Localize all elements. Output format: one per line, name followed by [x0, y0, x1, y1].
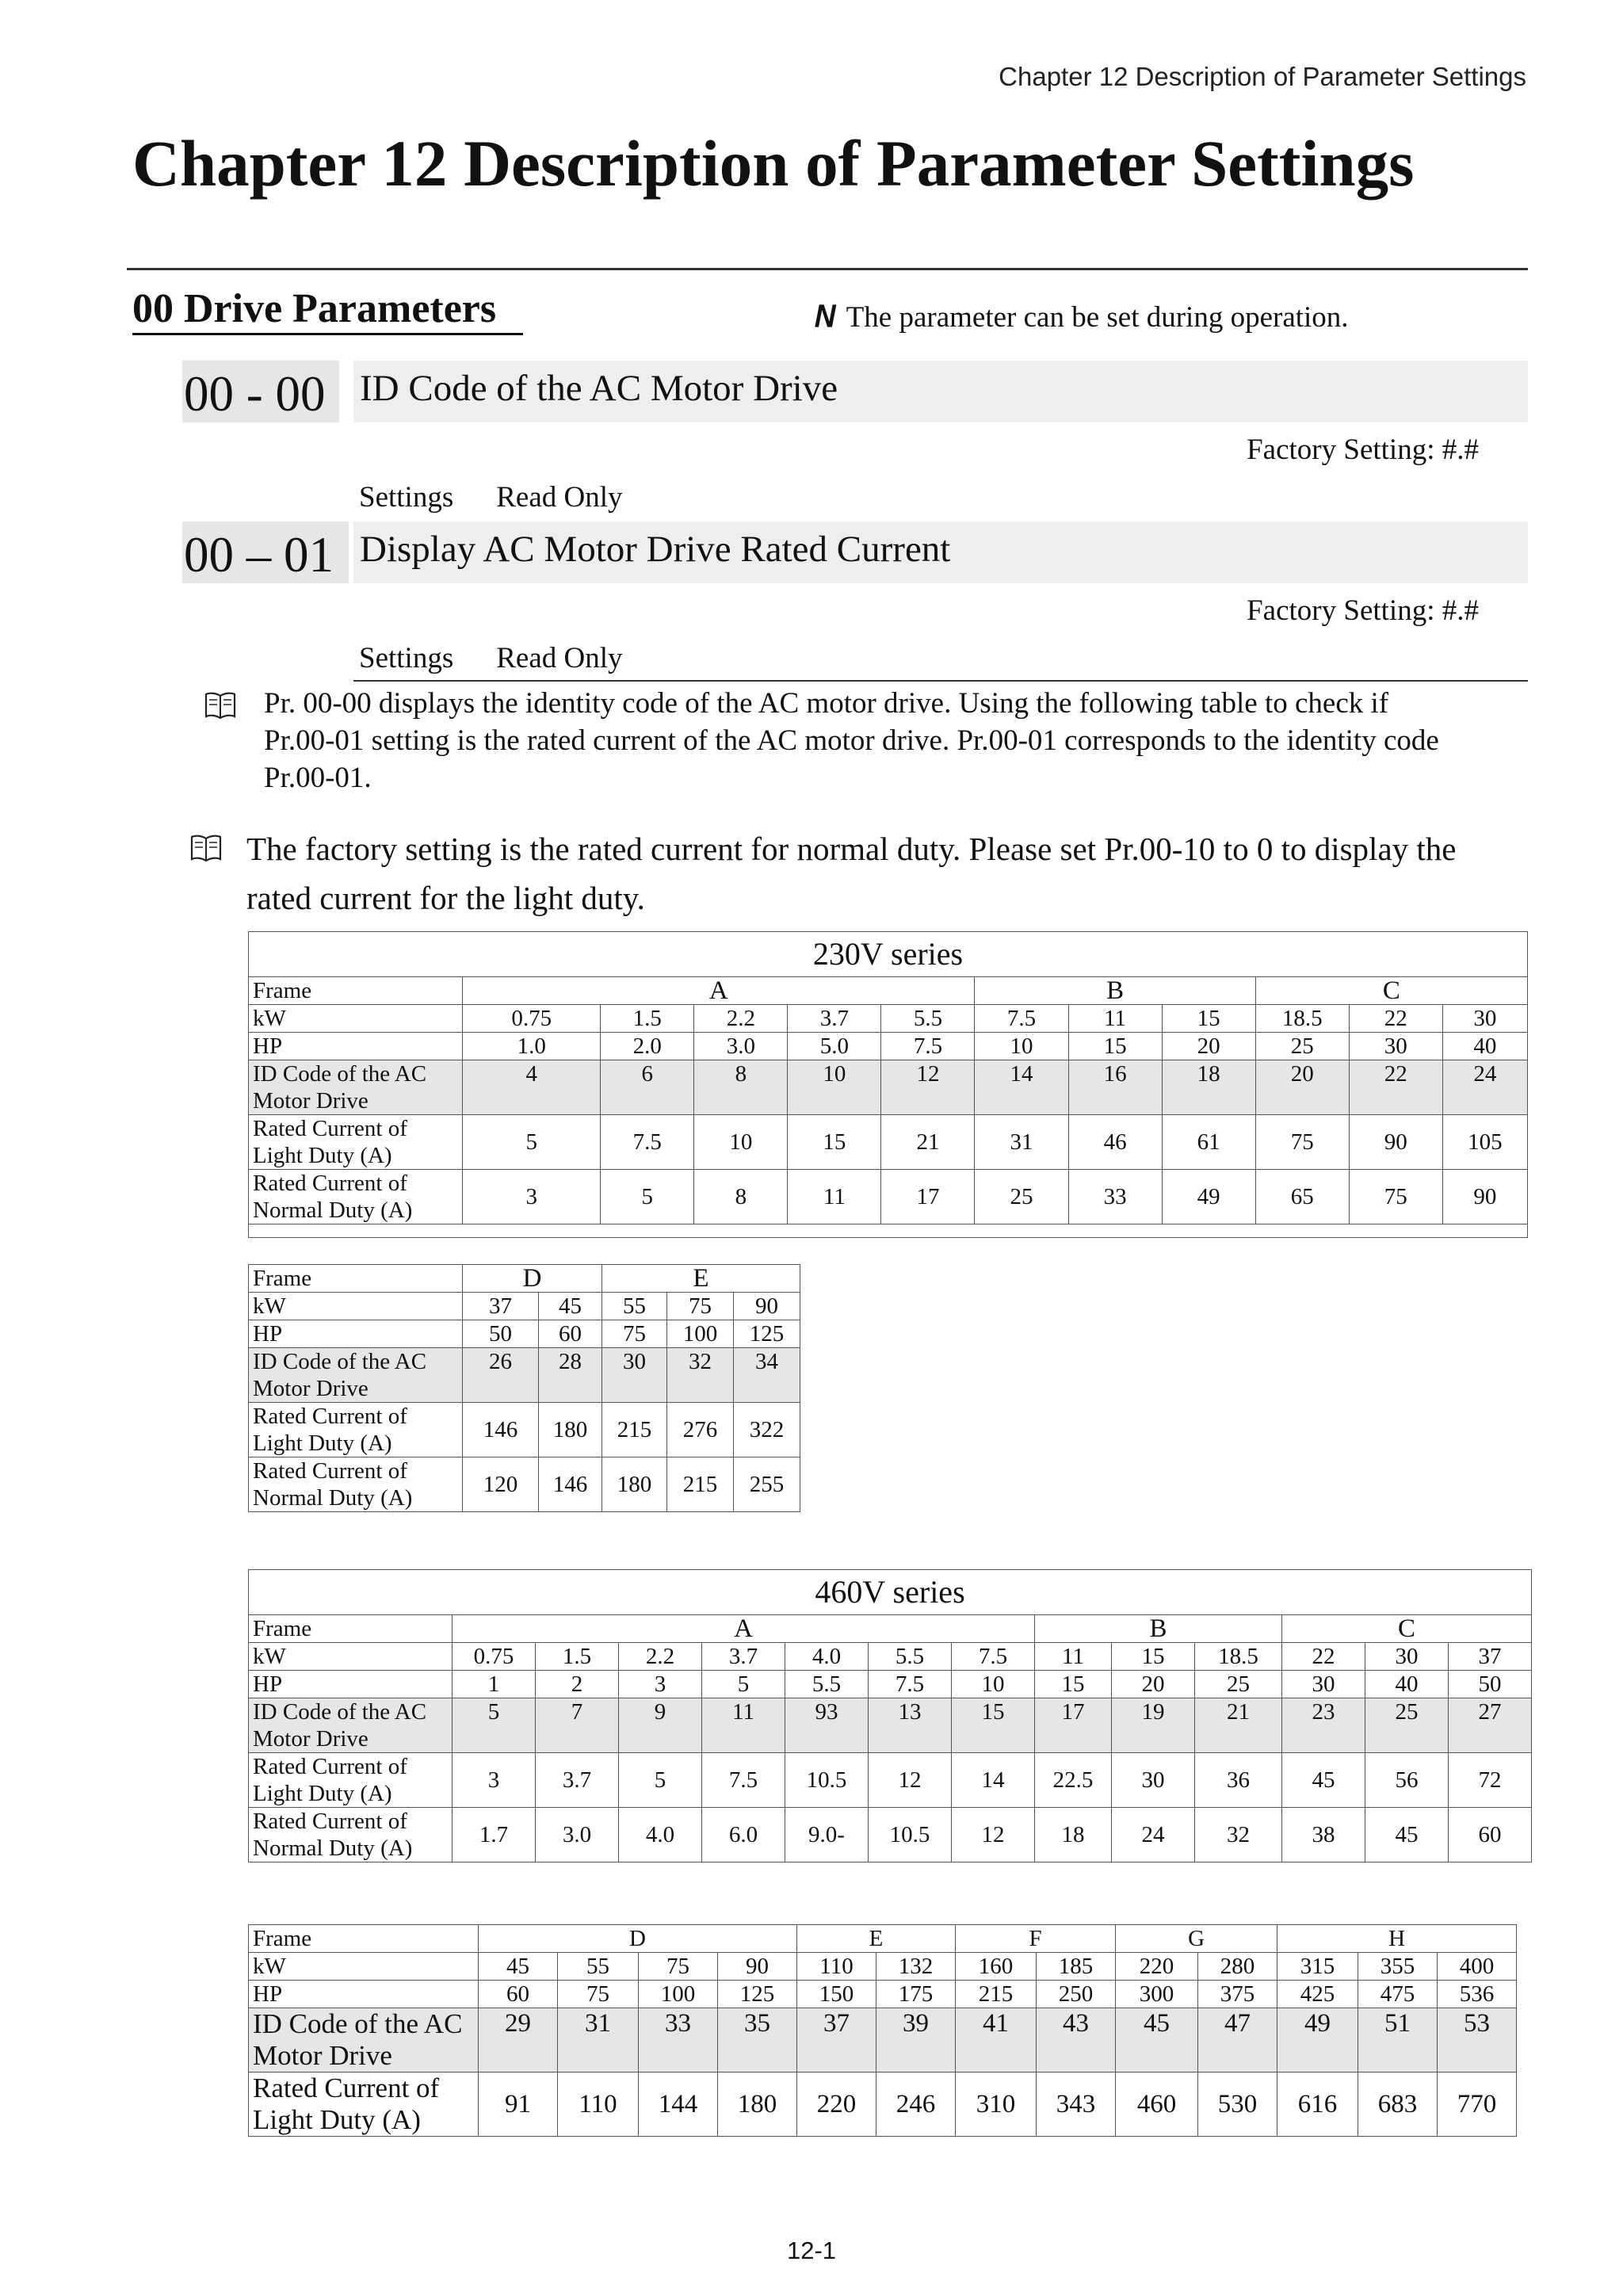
row-label: Frame — [249, 1265, 463, 1293]
table-cell: 2.0 — [601, 1033, 694, 1060]
table-cell: 6 — [601, 1060, 694, 1115]
table-row — [249, 1953, 1517, 1981]
table-cell: 215 — [667, 1457, 734, 1512]
table-cell: 23 — [1282, 1698, 1365, 1753]
table-cell: 255 — [734, 1457, 800, 1512]
table-cell: 45 — [1116, 2008, 1198, 2073]
book-icon — [204, 691, 236, 720]
frame-cell: D — [479, 1925, 797, 1953]
table-row — [249, 1005, 1528, 1033]
table-cell: 5.5 — [869, 1643, 952, 1671]
factory-setting: Factory Setting: #.# — [1247, 434, 1479, 466]
frame-row — [249, 977, 1528, 1005]
table-cell: 30 — [1112, 1753, 1195, 1808]
table-cell: 24 — [1442, 1060, 1527, 1115]
table-cell: 90 — [1442, 1170, 1527, 1224]
table-cell: 530 — [1198, 2073, 1277, 2137]
table-cell: 60 — [539, 1320, 602, 1348]
table-cell: 6.0 — [702, 1808, 785, 1862]
frame-row — [249, 1615, 1532, 1643]
param-code: 00 - 00 — [182, 361, 339, 422]
table-cell: 15 — [1112, 1643, 1195, 1671]
table-cell: 220 — [1116, 1953, 1198, 1981]
table-cell: 11 — [1068, 1005, 1162, 1033]
table-row — [249, 1808, 1532, 1862]
table-cell: 10 — [788, 1060, 881, 1115]
table-cell: 19 — [1112, 1698, 1195, 1753]
table-cell: 25 — [1195, 1671, 1282, 1698]
frame-cell: C — [1282, 1615, 1532, 1643]
table-cell: 343 — [1037, 2073, 1116, 2137]
table-cell: 37 — [1449, 1643, 1532, 1671]
table-cell: 56 — [1365, 1753, 1449, 1808]
table-cell: 75 — [1255, 1115, 1349, 1170]
table-cell: 28 — [539, 1348, 602, 1403]
row-label: HP — [249, 1033, 463, 1060]
table-cell: 7.5 — [975, 1005, 1068, 1033]
table-cell: 15 — [1162, 1005, 1255, 1033]
table-cell: 175 — [876, 1981, 956, 2008]
table-cell: 125 — [718, 1981, 797, 2008]
table-row — [249, 1170, 1528, 1224]
row-label: Frame — [249, 1925, 479, 1953]
table-cell: 20 — [1162, 1033, 1255, 1060]
table-cell: 47 — [1198, 2008, 1277, 2073]
table-row — [249, 1060, 1528, 1115]
table-cell: 12 — [952, 1808, 1035, 1862]
table-cell: 3.7 — [536, 1753, 619, 1808]
table-cell: 38 — [1282, 1808, 1365, 1862]
table-cell: 4.0 — [785, 1643, 869, 1671]
row-label: Rated Current of Light Duty (A) — [249, 1115, 463, 1170]
table-cell: 39 — [876, 2008, 956, 2073]
table-cell: 22.5 — [1035, 1753, 1112, 1808]
table-row — [249, 1671, 1532, 1698]
table-cell: 49 — [1277, 2008, 1358, 2073]
table-cell: 46 — [1068, 1115, 1162, 1170]
table-cell: 60 — [1449, 1808, 1532, 1862]
editable-mark-icon: 𝘕 — [815, 301, 837, 334]
table-cell: 10.5 — [785, 1753, 869, 1808]
table-row — [249, 1698, 1532, 1753]
table-cell: 18 — [1035, 1808, 1112, 1862]
table-cell: 12 — [881, 1060, 975, 1115]
table-cell: 146 — [539, 1457, 602, 1512]
table-cell: 1.5 — [601, 1005, 694, 1033]
table-cell: 30 — [1442, 1005, 1527, 1033]
table-cell: 3 — [463, 1170, 601, 1224]
table-cell: 9 — [619, 1698, 702, 1753]
running-header: Chapter 12 Description of Parameter Settings — [999, 62, 1526, 91]
table-cell: 27 — [1449, 1698, 1532, 1753]
table-body — [249, 1643, 1532, 1862]
table-cell: 16 — [1068, 1060, 1162, 1115]
table-cell: 3.7 — [702, 1643, 785, 1671]
table-cell: 20 — [1112, 1671, 1195, 1698]
table-cell: 32 — [667, 1348, 734, 1403]
table-cell: 22 — [1282, 1643, 1365, 1671]
table-cell: 11 — [1035, 1643, 1112, 1671]
table-cell: 25 — [1365, 1698, 1449, 1753]
table-cell: 90 — [1349, 1115, 1442, 1170]
table-cell: 72 — [1449, 1753, 1532, 1808]
table-cell: 34 — [734, 1348, 800, 1403]
table-cell: 355 — [1358, 1953, 1438, 1981]
row-label: ID Code of the AC Motor Drive — [249, 1698, 453, 1753]
note-line: The factory setting is the rated current for normal duty. Please set Pr.00-10 to 0 to display the — [246, 831, 1457, 867]
series-title: 230V series — [249, 932, 1528, 977]
table-row — [249, 1320, 800, 1348]
row-label: ID Code of the AC Motor Drive — [249, 2008, 479, 2073]
table-cell: 185 — [1037, 1953, 1116, 1981]
title-divider — [127, 268, 1528, 270]
table-cell: 683 — [1358, 2073, 1438, 2137]
table-cell: 31 — [975, 1115, 1068, 1170]
table-cell: 40 — [1365, 1671, 1449, 1698]
table-row — [249, 1033, 1528, 1060]
table-body — [249, 1953, 1517, 2137]
row-label: Rated Current of Light Duty (A) — [249, 1753, 453, 1808]
frame-cell: H — [1277, 1925, 1517, 1953]
table-cell: 49 — [1162, 1170, 1255, 1224]
settings-label: Settings — [359, 642, 454, 674]
table-row — [249, 1981, 1517, 2008]
table-cell: 7 — [536, 1698, 619, 1753]
operation-note — [815, 300, 1349, 334]
table-cell: 18.5 — [1195, 1643, 1282, 1671]
table-cell: 45 — [1282, 1753, 1365, 1808]
row-label: ID Code of the AC Motor Drive — [249, 1348, 463, 1403]
row-label: Rated Current of Normal Duty (A) — [249, 1808, 453, 1862]
settings-value: Read Only — [496, 481, 623, 514]
table-cell: 1.7 — [453, 1808, 536, 1862]
table-cell: 15 — [788, 1115, 881, 1170]
table-cell: 20 — [1255, 1060, 1349, 1115]
table-cell: 3 — [619, 1671, 702, 1698]
table-row — [249, 1457, 800, 1512]
frame-cell: C — [1255, 977, 1527, 1005]
table-row — [249, 1115, 1528, 1170]
note-paragraph — [246, 824, 1457, 923]
table-cell: 11 — [788, 1170, 881, 1224]
table-cell: 770 — [1438, 2073, 1517, 2137]
table-cell: 0.75 — [453, 1643, 536, 1671]
frame-cell: D — [463, 1265, 602, 1293]
spec-table-230v — [248, 931, 1528, 1238]
table-cell: 65 — [1255, 1170, 1349, 1224]
table-cell: 215 — [956, 1981, 1037, 2008]
table-cell: 90 — [718, 1953, 797, 1981]
settings-row — [359, 480, 623, 514]
frame-row — [249, 1925, 1517, 1953]
table-cell: 45 — [479, 1953, 558, 1981]
table-cell: 1.0 — [463, 1033, 601, 1060]
table-cell: 100 — [639, 1981, 718, 2008]
table-cell: 150 — [797, 1981, 876, 2008]
table-cell: 15 — [1068, 1033, 1162, 1060]
page-number: 12-1 — [786, 2237, 837, 2264]
table-cell: 14 — [952, 1753, 1035, 1808]
table-cell: 30 — [1349, 1033, 1442, 1060]
table-body — [249, 1005, 1528, 1224]
table-cell: 105 — [1442, 1115, 1527, 1170]
factory-setting: Factory Setting: #.# — [1247, 594, 1479, 627]
table-cell: 25 — [1255, 1033, 1349, 1060]
table-cell: 26 — [463, 1348, 539, 1403]
table-cell: 3.0 — [536, 1808, 619, 1862]
table-spacer — [249, 1224, 1528, 1238]
table-cell: 616 — [1277, 2073, 1358, 2137]
table-cell: 75 — [667, 1293, 734, 1320]
table-cell: 37 — [797, 2008, 876, 2073]
frame-cell: G — [1116, 1925, 1277, 1953]
table-body — [249, 1293, 800, 1512]
table-cell: 21 — [1195, 1698, 1282, 1753]
note-line: Pr.00-01 setting is the rated current of the AC motor drive. Pr.00-01 corresponds to the identity code — [264, 724, 1439, 757]
operation-note-text: The parameter can be set during operation. — [846, 301, 1349, 334]
table-cell: 93 — [785, 1698, 869, 1753]
table-cell: 310 — [956, 2073, 1037, 2137]
table-cell: 10 — [694, 1115, 788, 1170]
spec-table-460v-large — [248, 1924, 1517, 2137]
table-cell: 0.75 — [463, 1005, 601, 1033]
table-cell: 55 — [602, 1293, 667, 1320]
frame-cell: F — [956, 1925, 1116, 1953]
table-row — [249, 1403, 800, 1457]
table-cell: 40 — [1442, 1033, 1527, 1060]
table-cell: 5.5 — [785, 1671, 869, 1698]
frame-cell: E — [602, 1265, 800, 1293]
row-label: Rated Current of Normal Duty (A) — [249, 1170, 463, 1224]
table-cell: 43 — [1037, 2008, 1116, 2073]
settings-divider — [353, 680, 1528, 682]
table-row — [249, 1753, 1532, 1808]
spec-table-460v — [248, 1569, 1532, 1862]
row-label: HP — [249, 1320, 463, 1348]
table-cell: 10.5 — [869, 1808, 952, 1862]
table-cell: 4.0 — [619, 1808, 702, 1862]
spec-table-230v-large — [248, 1264, 800, 1512]
settings-row — [359, 641, 623, 675]
table-cell: 180 — [718, 2073, 797, 2137]
table-cell: 322 — [734, 1403, 800, 1457]
table-cell: 144 — [639, 2073, 718, 2137]
table-cell: 41 — [956, 2008, 1037, 2073]
table-cell: 33 — [1068, 1170, 1162, 1224]
param-code: 00 – 01 — [182, 521, 349, 583]
table-cell: 30 — [1282, 1671, 1365, 1698]
table-cell: 146 — [463, 1403, 539, 1457]
table-cell: 75 — [602, 1320, 667, 1348]
table-row — [249, 1643, 1532, 1671]
table-cell: 180 — [539, 1403, 602, 1457]
table-cell: 4 — [463, 1060, 601, 1115]
table-cell: 3.0 — [694, 1033, 788, 1060]
table-cell: 35 — [718, 2008, 797, 2073]
table-cell: 12 — [869, 1753, 952, 1808]
table-cell: 220 — [797, 2073, 876, 2137]
table-cell: 13 — [869, 1698, 952, 1753]
table-cell: 37 — [463, 1293, 539, 1320]
table-cell: 55 — [558, 1953, 639, 1981]
table-cell: 31 — [558, 2008, 639, 2073]
table-cell: 50 — [463, 1320, 539, 1348]
table-cell: 22 — [1349, 1005, 1442, 1033]
note-line: Pr. 00-00 displays the identity code of the AC motor drive. Using the following table to check if — [264, 687, 1389, 720]
row-label: kW — [249, 1953, 479, 1981]
table-cell: 7.5 — [601, 1115, 694, 1170]
frame-cell: B — [975, 977, 1255, 1005]
table-cell: 100 — [667, 1320, 734, 1348]
table-cell: 75 — [639, 1953, 718, 1981]
table-cell: 375 — [1198, 1981, 1277, 2008]
table-cell: 14 — [975, 1060, 1068, 1115]
table-cell: 25 — [975, 1170, 1068, 1224]
table-cell: 180 — [602, 1457, 667, 1512]
table-row — [249, 2073, 1517, 2137]
table-cell: 276 — [667, 1403, 734, 1457]
table-cell: 53 — [1438, 2008, 1517, 2073]
frame-cell: A — [463, 977, 975, 1005]
table-cell: 5.5 — [881, 1005, 975, 1033]
param-name: Display AC Motor Drive Rated Current — [353, 521, 1528, 583]
table-cell: 1.5 — [536, 1643, 619, 1671]
book-icon — [190, 834, 222, 862]
row-label: ID Code of the AC Motor Drive — [249, 1060, 463, 1115]
table-cell: 3 — [453, 1753, 536, 1808]
table-cell: 75 — [1349, 1170, 1442, 1224]
section-title: 00 Drive Parameters — [132, 285, 523, 335]
row-label: HP — [249, 1981, 479, 2008]
row-label: kW — [249, 1293, 463, 1320]
series-title: 460V series — [249, 1570, 1532, 1615]
table-cell: 2.2 — [619, 1643, 702, 1671]
note-line: rated current for the light duty. — [246, 880, 645, 916]
table-cell: 22 — [1349, 1060, 1442, 1115]
table-cell: 11 — [702, 1698, 785, 1753]
table-cell: 7.5 — [869, 1671, 952, 1698]
table-cell: 90 — [734, 1293, 800, 1320]
table-cell: 75 — [558, 1981, 639, 2008]
table-cell: 132 — [876, 1953, 956, 1981]
table-cell: 536 — [1438, 1981, 1517, 2008]
table-cell: 45 — [539, 1293, 602, 1320]
row-label: HP — [249, 1671, 453, 1698]
table-cell: 120 — [463, 1457, 539, 1512]
table-cell: 8 — [694, 1060, 788, 1115]
table-cell: 280 — [1198, 1953, 1277, 1981]
row-label: kW — [249, 1643, 453, 1671]
table-cell: 2 — [536, 1671, 619, 1698]
row-label: Frame — [249, 1615, 453, 1643]
frame-row — [249, 1265, 800, 1293]
table-cell: 9.0- — [785, 1808, 869, 1862]
table-cell: 425 — [1277, 1981, 1358, 2008]
table-cell: 45 — [1365, 1808, 1449, 1862]
table-cell: 5 — [702, 1671, 785, 1698]
table-cell: 3.7 — [788, 1005, 881, 1033]
table-cell: 1 — [453, 1671, 536, 1698]
table-cell: 18.5 — [1255, 1005, 1349, 1033]
table-cell: 15 — [952, 1698, 1035, 1753]
table-cell: 61 — [1162, 1115, 1255, 1170]
table-cell: 18 — [1162, 1060, 1255, 1115]
table-cell: 10 — [975, 1033, 1068, 1060]
table-cell: 21 — [881, 1115, 975, 1170]
table-cell: 7.5 — [702, 1753, 785, 1808]
settings-value: Read Only — [496, 642, 623, 674]
table-cell: 60 — [479, 1981, 558, 2008]
note-paragraph — [264, 685, 1439, 797]
chapter-title: Chapter 12 Description of Parameter Settings — [132, 127, 1415, 200]
table-cell: 51 — [1358, 2008, 1438, 2073]
frame-cell: B — [1035, 1615, 1282, 1643]
table-cell: 8 — [694, 1170, 788, 1224]
table-cell: 110 — [558, 2073, 639, 2137]
row-label: Rated Current of Light Duty (A) — [249, 1403, 463, 1457]
frame-cell: A — [453, 1615, 1035, 1643]
param-name: ID Code of the AC Motor Drive — [353, 361, 1528, 422]
table-cell: 246 — [876, 2073, 956, 2137]
frame-cell: E — [797, 1925, 956, 1953]
table-cell: 15 — [1035, 1671, 1112, 1698]
table-cell: 17 — [881, 1170, 975, 1224]
table-cell: 5 — [463, 1115, 601, 1170]
table-cell: 5 — [453, 1698, 536, 1753]
table-row — [249, 1293, 800, 1320]
table-cell: 110 — [797, 1953, 876, 1981]
table-cell: 160 — [956, 1953, 1037, 1981]
row-label: kW — [249, 1005, 463, 1033]
table-cell: 36 — [1195, 1753, 1282, 1808]
table-cell: 24 — [1112, 1808, 1195, 1862]
table-cell: 50 — [1449, 1671, 1532, 1698]
table-cell: 2.2 — [694, 1005, 788, 1033]
table-cell: 475 — [1358, 1981, 1438, 2008]
row-label: Rated Current of Normal Duty (A) — [249, 1457, 463, 1512]
table-cell: 7.5 — [881, 1033, 975, 1060]
settings-label: Settings — [359, 481, 454, 514]
table-cell: 315 — [1277, 1953, 1358, 1981]
table-cell: 215 — [602, 1403, 667, 1457]
table-cell: 17 — [1035, 1698, 1112, 1753]
table-cell: 30 — [1365, 1643, 1449, 1671]
table-cell: 5 — [619, 1753, 702, 1808]
table-cell: 400 — [1438, 1953, 1517, 1981]
table-cell: 30 — [602, 1348, 667, 1403]
table-cell: 250 — [1037, 1981, 1116, 2008]
table-cell: 33 — [639, 2008, 718, 2073]
table-cell: 300 — [1116, 1981, 1198, 2008]
table-row — [249, 2008, 1517, 2073]
table-cell: 7.5 — [952, 1643, 1035, 1671]
table-row — [249, 1348, 800, 1403]
table-cell: 125 — [734, 1320, 800, 1348]
row-label: Rated Current of Light Duty (A) — [249, 2073, 479, 2137]
table-cell: 5 — [601, 1170, 694, 1224]
note-line: Pr.00-01. — [264, 762, 372, 794]
row-label: Frame — [249, 977, 463, 1005]
table-cell: 460 — [1116, 2073, 1198, 2137]
table-cell: 10 — [952, 1671, 1035, 1698]
table-cell: 29 — [479, 2008, 558, 2073]
table-cell: 91 — [479, 2073, 558, 2137]
table-cell: 5.0 — [788, 1033, 881, 1060]
table-cell: 32 — [1195, 1808, 1282, 1862]
